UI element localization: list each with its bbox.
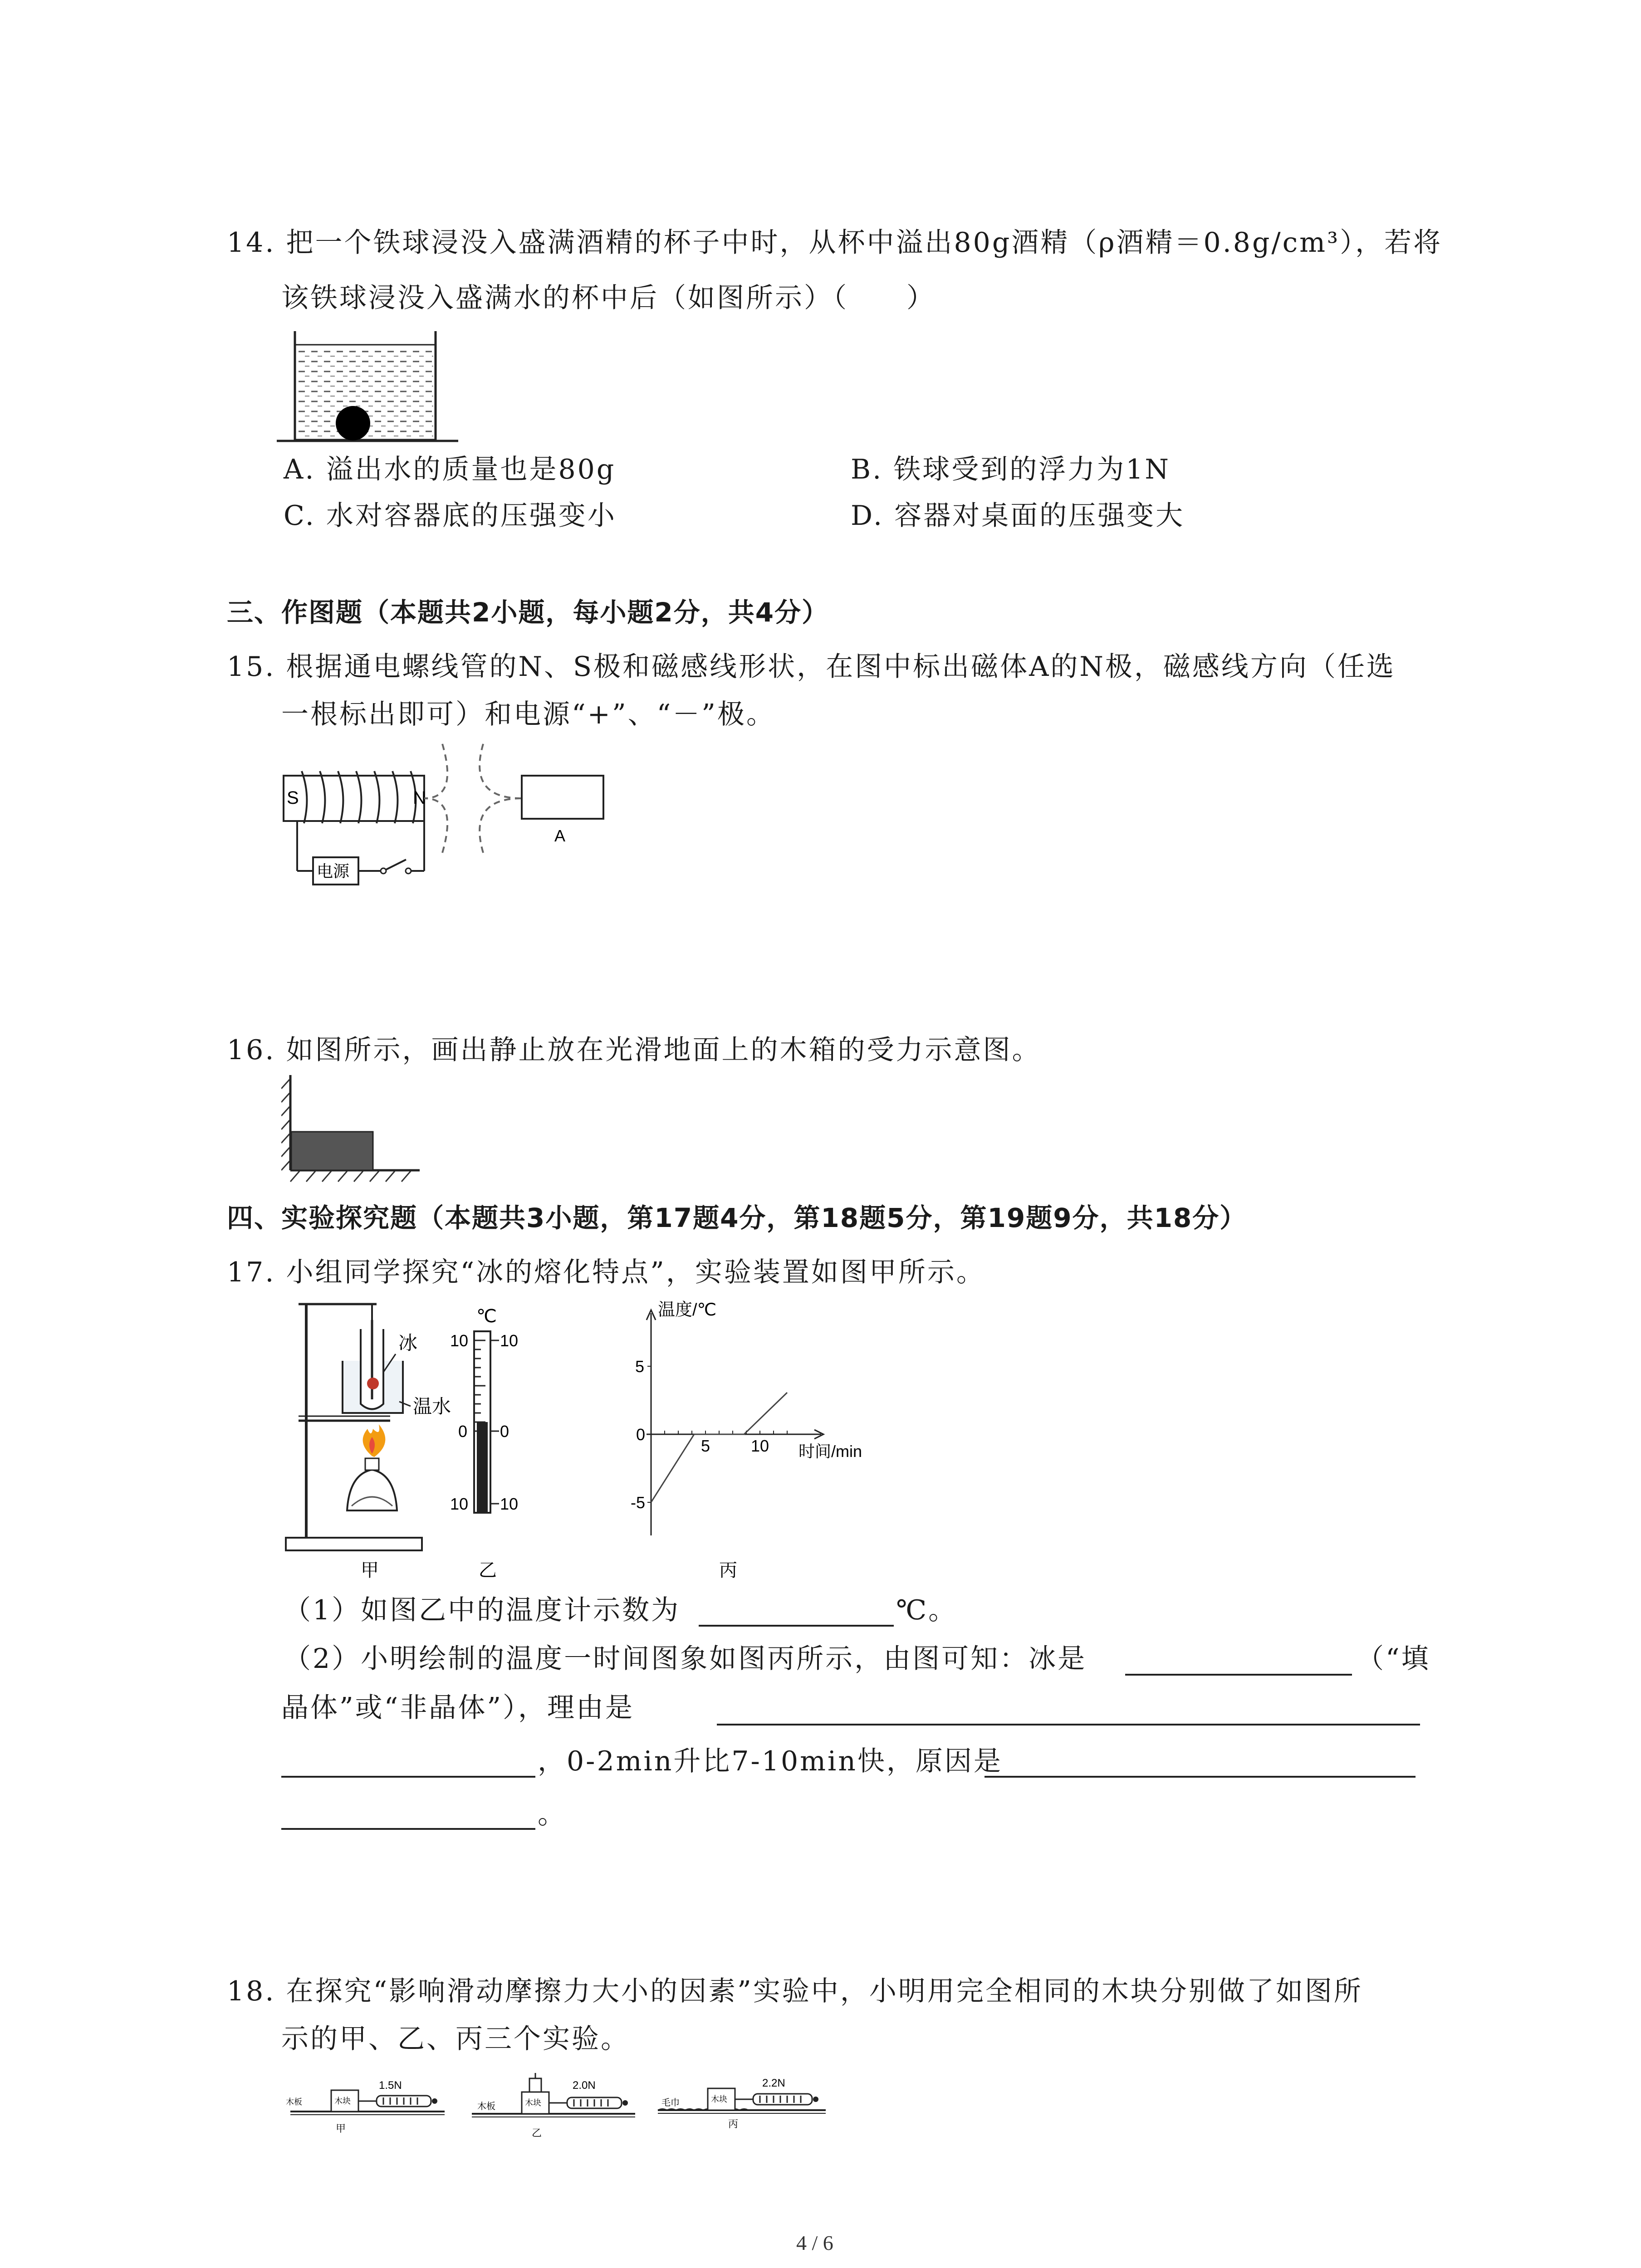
caption-yi: 乙 (479, 1560, 497, 1581)
mercury-column (477, 1422, 488, 1513)
q17-blank-2[interactable] (1125, 1674, 1352, 1676)
section-4-title: 四、实验探究题（本题共3小题，第17题4分，第18题5分，第19题9分，共18分） (227, 1202, 1247, 1233)
graph-ytick-0: 0 (636, 1425, 646, 1444)
q15-line1: 15. 根据通电螺线管的N、S极和磁感线形状，在图中标出磁体A的N极，磁感线方向（任选 (227, 651, 1396, 683)
thermo-label-bottom-right: 10 (500, 1495, 519, 1513)
section-3-title: 三、作图题（本题共2小题，每小题2分，共4分） (227, 597, 829, 628)
block-label-3: 木块 (711, 2095, 727, 2104)
q17-sub1-prefix: （1）如图乙中的温度计示数为 (284, 1594, 681, 1626)
surface-label-2: 木板 (477, 2102, 495, 2112)
q17-line5-end: 。 (538, 1799, 567, 1830)
q17-blank-1[interactable] (699, 1625, 894, 1627)
switch-contact (406, 868, 411, 874)
setup-jia (290, 2090, 445, 2115)
magnet-a (522, 776, 603, 819)
surface-label-1: 木板 (286, 2097, 302, 2107)
q17-line4-mid: ，0-2min升比7-10min快，原因是 (538, 1745, 1003, 1777)
iron-ball (336, 406, 370, 440)
q14-line2: 该铁球浸没入盛满水的杯中后（如图所示）（ ） (281, 282, 936, 314)
solenoid-n-label: N (413, 788, 426, 808)
power-supply-label: 电源 (317, 862, 350, 880)
beaker-with-iron-ball-figure (272, 327, 463, 449)
caption-bing: 丙 (719, 1560, 737, 1581)
switch-pivot (381, 868, 386, 874)
q17-sub2-prefix: （2）小明绘制的温度一时间图象如图丙所示，由图可知：冰是 (284, 1643, 1087, 1675)
friction-experiment-figures (281, 2068, 853, 2150)
warm-water-label: 温水 (413, 1396, 451, 1417)
page-number: 4 / 6 (796, 2231, 833, 2254)
magnet-a-label: A (554, 826, 566, 845)
thermometer-unit: ℃ (476, 1306, 497, 1326)
surface-label-3: 毛巾 (661, 2098, 680, 2108)
graph-xtick-5: 5 (701, 1437, 710, 1455)
q18-line1: 18. 在探究“影响滑动摩擦力大小的因素”实验中，小明用完全相同的木块分别做了如图所 (227, 1975, 1363, 2007)
ice-label: 冰 (398, 1332, 418, 1354)
q17-sub1-suffix: ℃。 (896, 1594, 958, 1626)
setup-bing (658, 2088, 826, 2113)
wooden-box (291, 1132, 373, 1170)
caption-setup-3: 丙 (728, 2118, 739, 2130)
q14-option-c: C. 水对容器底的压强变小 (284, 500, 617, 532)
q14-line1: 14. 把一个铁球浸没入盛满酒精的杯子中时，从杯中溢出80g酒精（ρ酒精＝0.8g/cm³），若将 (227, 227, 1443, 259)
q17-sub2-suffix: （“填 (1357, 1643, 1430, 1675)
force-label-2: 2.0N (573, 2079, 596, 2092)
force-label-1: 1.5N (379, 2079, 402, 2092)
thermo-label-zero: 0 (458, 1422, 468, 1441)
thermo-label-top-right: 10 (500, 1331, 519, 1350)
thermo-label-bottom: 10 (450, 1495, 469, 1513)
q15-line2: 一根标出即可）和电源“+”、“－”极。 (281, 699, 775, 730)
q14-option-b: B. 铁球受到的浮力为1N (851, 454, 1171, 485)
wooden-box-figure (281, 1075, 426, 1184)
q18-line2: 示的甲、乙、丙三个实验。 (281, 2023, 630, 2055)
caption-setup-1: 甲 (336, 2123, 346, 2134)
graph-xlabel: 时间/min (798, 1442, 862, 1461)
block-label-2: 木块 (525, 2098, 541, 2107)
solenoid-magnet-figure (277, 735, 622, 898)
q14-option-a: A. 溢出水的质量也是80g (284, 454, 616, 485)
q16-line1: 16. 如图所示，画出静止放在光滑地面上的木箱的受力示意图。 (227, 1034, 1041, 1066)
wall-hatching (281, 1080, 289, 1170)
graph-ylabel: 温度/℃ (658, 1300, 717, 1320)
q17-blank-6[interactable] (281, 1828, 535, 1830)
q17-line3-prefix: 晶体”或“非晶体”），理由是 (281, 1692, 635, 1724)
q14-option-d: D. 容器对桌面的压强变大 (851, 500, 1185, 532)
weight (529, 2078, 541, 2092)
graph-ytick-5: 5 (635, 1357, 645, 1376)
q17-line1: 17. 小组同学探究“冰的熔化特点”，实验装置如图甲所示。 (227, 1256, 985, 1288)
caption-setup-2: 乙 (532, 2127, 542, 2139)
setup-yi (472, 2073, 635, 2117)
solenoid-coil (302, 771, 416, 823)
ice-sample (367, 1378, 379, 1389)
thermo-label-zero-right: 0 (500, 1422, 509, 1441)
temperature-time-graph (647, 1310, 823, 1535)
solenoid-s-label: S (287, 788, 299, 808)
graph-ytick-neg5: -5 (631, 1493, 646, 1512)
force-label-3: 2.2N (762, 2077, 785, 2089)
ice-melting-figures (277, 1293, 912, 1583)
floor-hatching (290, 1171, 411, 1182)
caption-jia: 甲 (361, 1560, 379, 1581)
q17-blank-3[interactable] (717, 1724, 1420, 1725)
q17-blank-4[interactable] (281, 1776, 535, 1778)
magnetic-field-lines (424, 744, 522, 853)
thermometer-yi (474, 1331, 499, 1513)
flame (363, 1424, 386, 1457)
q17-blank-5[interactable] (985, 1776, 1416, 1778)
graph-xtick-10: 10 (751, 1437, 769, 1455)
thermo-label-top: 10 (450, 1331, 469, 1350)
block-label-1: 木块 (334, 2097, 351, 2106)
